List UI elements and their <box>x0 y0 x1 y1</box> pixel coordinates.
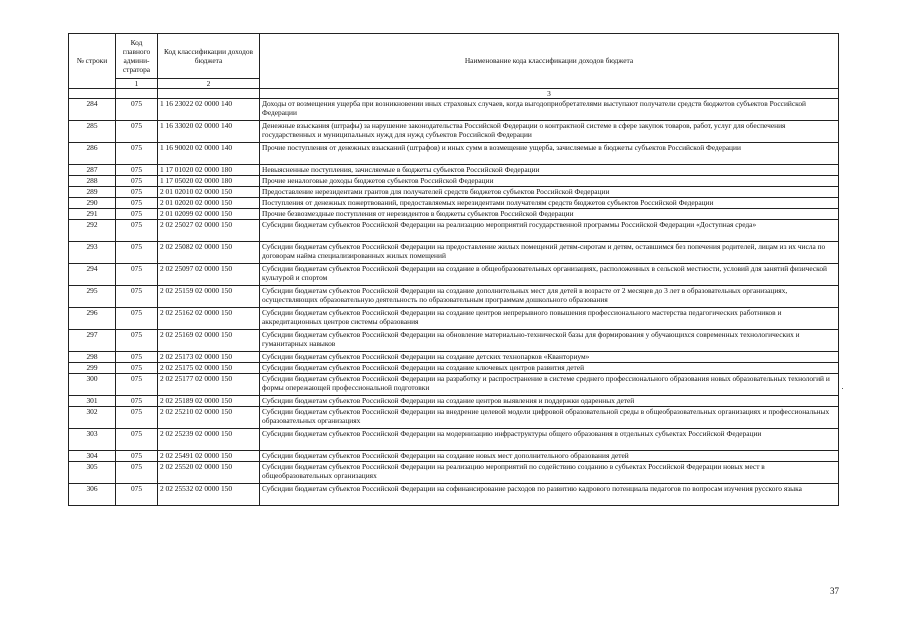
classification-code-cell: 2 02 25097 02 0000 150 <box>158 264 260 286</box>
header-row-number: № строки <box>69 34 116 89</box>
code-name-cell: Субсидии бюджетам субъектов Российской Федерации на разработку и распространение в системе среднего профессионального образования новых образовательных технологий и формы опережающей профессиональной подготовки <box>260 374 839 396</box>
table-row <box>69 451 839 462</box>
table-row <box>69 220 839 242</box>
table-row <box>69 187 839 198</box>
table-row <box>69 121 839 143</box>
row-number-cell: 302 <box>69 407 116 429</box>
table-row <box>69 407 839 429</box>
row-number-cell: 285 <box>69 121 116 143</box>
classification-code-cell: 2 02 25082 02 0000 150 <box>158 242 260 264</box>
code-name-cell: Субсидии бюджетам субъектов Российской Федерации на создание новых мест дополнительного образования детей <box>260 451 839 462</box>
classification-code-cell: 1 16 33020 02 0000 140 <box>158 121 260 143</box>
row-number-cell: 299 <box>69 363 116 374</box>
code-name-cell: Доходы от возмещения ущерба при возникновении иных страховых случаев, когда выгодоприобретателями выступают получатели средств бюджетов субъектов Российской Федерации <box>260 99 839 121</box>
admin-code-cell: 075 <box>116 286 158 308</box>
row-number-cell: 301 <box>69 396 116 407</box>
admin-code-cell: 075 <box>116 330 158 352</box>
admin-code-cell: 075 <box>116 429 158 451</box>
table-row <box>69 484 839 506</box>
code-name-cell: Субсидии бюджетам субъектов Российской Федерации на внедрение целевой модели цифровой образовательной среды в общеобразовательных организациях и профессиональных образовательных организациях <box>260 407 839 429</box>
classification-code-cell: 2 02 25175 02 0000 150 <box>158 363 260 374</box>
classification-code-cell: 2 01 02010 02 0000 150 <box>158 187 260 198</box>
code-name-cell: Субсидии бюджетам субъектов Российской Федерации на предоставление жилых помещений детям-сиротам и детям, оставшимся без попечения родителей, лицам из их числа по договорам найма специализированных жилых помещений <box>260 242 839 264</box>
table-row <box>69 242 839 264</box>
classification-code-cell: 2 01 02099 02 0000 150 <box>158 209 260 220</box>
classification-code-cell: 2 02 25027 02 0000 150 <box>158 220 260 242</box>
admin-code-cell: 075 <box>116 242 158 264</box>
row-number-cell: 286 <box>69 143 116 165</box>
admin-code-cell: 075 <box>116 308 158 330</box>
table-row <box>69 429 839 451</box>
code-name-cell: Субсидии бюджетам субъектов Российской Федерации на обновление материально-технической базы для формирования у обучающихся современных технологических и гуманитарных навыков <box>260 330 839 352</box>
scan-speck <box>842 388 843 389</box>
header-admin-code: Код главного админи-стратора <box>116 34 158 79</box>
row-number-cell: 294 <box>69 264 116 286</box>
code-name-cell: Предоставление нерезидентами грантов для получателей средств бюджетов субъектов Российской Федерации <box>260 187 839 198</box>
code-name-cell: Невыясненные поступления, зачисляемые в бюджеты субъектов Российской Федерации <box>260 165 839 176</box>
classification-code-cell: 2 02 25189 02 0000 150 <box>158 396 260 407</box>
classification-code-cell: 2 02 25532 02 0000 150 <box>158 484 260 506</box>
row-number-cell: 288 <box>69 176 116 187</box>
admin-code-cell: 075 <box>116 209 158 220</box>
admin-code-cell: 075 <box>116 374 158 396</box>
row-number-cell: 291 <box>69 209 116 220</box>
classification-code-cell: 2 01 02020 02 0000 150 <box>158 198 260 209</box>
row-number-cell: 289 <box>69 187 116 198</box>
income-classification-table <box>68 33 839 506</box>
table-row <box>69 462 839 484</box>
code-name-cell: Субсидии бюджетам субъектов Российской Федерации на создание центров выявления и поддержки одаренных детей <box>260 396 839 407</box>
classification-code-cell: 2 02 25159 02 0000 150 <box>158 286 260 308</box>
admin-code-cell: 075 <box>116 451 158 462</box>
row-number-cell: 300 <box>69 374 116 396</box>
code-name-cell: Субсидии бюджетам субъектов Российской Федерации на модернизацию инфраструктуры общего образования в отдельных субъектах Российской Федерации <box>260 429 839 451</box>
table-row <box>69 363 839 374</box>
admin-code-cell: 075 <box>116 484 158 506</box>
admin-code-cell: 075 <box>116 121 158 143</box>
table-row <box>69 165 839 176</box>
row-number-cell: 298 <box>69 352 116 363</box>
header-column-number-spacer <box>158 89 260 99</box>
code-name-cell: Субсидии бюджетам субъектов Российской Федерации на создание детских технопарков «Кванториум» <box>260 352 839 363</box>
table-row <box>69 209 839 220</box>
classification-code-cell: 1 17 01020 02 0000 180 <box>158 165 260 176</box>
header-column-number: 3 <box>260 89 839 99</box>
admin-code-cell: 075 <box>116 363 158 374</box>
classification-code-cell: 2 02 25491 02 0000 150 <box>158 451 260 462</box>
header-code-name: Наименование кода классификации доходов бюджета <box>260 34 839 89</box>
classification-code-cell: 2 02 25210 02 0000 150 <box>158 407 260 429</box>
header-column-number: 2 <box>158 79 260 89</box>
table-body <box>69 99 839 506</box>
admin-code-cell: 075 <box>116 264 158 286</box>
admin-code-cell: 075 <box>116 462 158 484</box>
row-number-cell: 293 <box>69 242 116 264</box>
row-number-cell: 305 <box>69 462 116 484</box>
code-name-cell: Субсидии бюджетам субъектов Российской Федерации на создание центров непрерывного повышения профессионального мастерства педагогических работников и аккредитационных центров системы образования <box>260 308 839 330</box>
table-row <box>69 374 839 396</box>
classification-code-cell: 2 02 25162 02 0000 150 <box>158 308 260 330</box>
code-name-cell: Субсидии бюджетам субъектов Российской Федерации на софинансирование расходов по развитию кадрового потенциала педагогов по вопросам изучения русского языка <box>260 484 839 506</box>
admin-code-cell: 075 <box>116 165 158 176</box>
classification-code-cell: 2 02 25177 02 0000 150 <box>158 374 260 396</box>
table-header <box>69 34 839 99</box>
admin-code-cell: 075 <box>116 352 158 363</box>
row-number-cell: 287 <box>69 165 116 176</box>
row-number-cell: 284 <box>69 99 116 121</box>
admin-code-cell: 075 <box>116 143 158 165</box>
table-row <box>69 99 839 121</box>
code-name-cell: Прочие неналоговые доходы бюджетов субъектов Российской Федерации <box>260 176 839 187</box>
admin-code-cell: 075 <box>116 198 158 209</box>
code-name-cell: Субсидии бюджетам субъектов Российской Федерации на реализацию мероприятий по содействию созданию в субъектах Российской Федерации новых мест в общеобразовательных организациях <box>260 462 839 484</box>
code-name-cell: Субсидии бюджетам субъектов Российской Федерации на создание дополнительных мест для детей в возрасте от 2 месяцев до 3 лет в образовательных организациях, осуществляющих образовательную деятельность по образовательным программам дошкольного образования <box>260 286 839 308</box>
row-number-cell: 303 <box>69 429 116 451</box>
classification-code-cell: 2 02 25520 02 0000 150 <box>158 462 260 484</box>
admin-code-cell: 075 <box>116 407 158 429</box>
table-row <box>69 264 839 286</box>
table-row <box>69 198 839 209</box>
row-number-cell: 297 <box>69 330 116 352</box>
code-name-cell: Субсидии бюджетам субъектов Российской Федерации на создание в общеобразовательных организациях, расположенных в сельской местности, условий для занятий физической культурой и спортом <box>260 264 839 286</box>
admin-code-cell: 075 <box>116 99 158 121</box>
header-classification-code: Код классификации доходов бюджета <box>158 34 260 79</box>
table-row <box>69 396 839 407</box>
code-name-cell: Прочие поступления от денежных взысканий (штрафов) и иных сумм в возмещение ущерба, зачисляемые в бюджеты субъектов Российской Федерации <box>260 143 839 165</box>
page-number: 37 <box>830 586 839 596</box>
row-number-cell: 306 <box>69 484 116 506</box>
table-row <box>69 143 839 165</box>
row-number-cell: 295 <box>69 286 116 308</box>
classification-code-cell: 1 16 90020 02 0000 140 <box>158 143 260 165</box>
table-row <box>69 176 839 187</box>
admin-code-cell: 075 <box>116 396 158 407</box>
table-row <box>69 352 839 363</box>
code-name-cell: Субсидии бюджетам субъектов Российской Федерации на реализацию мероприятий государственной программы Российской Федерации «Доступная среда» <box>260 220 839 242</box>
code-name-cell: Прочие безвозмездные поступления от нерезидентов в бюджеты субъектов Российской Федерации <box>260 209 839 220</box>
code-name-cell: Субсидии бюджетам субъектов Российской Федерации на создание ключевых центров развития детей <box>260 363 839 374</box>
admin-code-cell: 075 <box>116 187 158 198</box>
table-row <box>69 330 839 352</box>
row-number-cell: 290 <box>69 198 116 209</box>
classification-code-cell: 1 16 23022 02 0000 140 <box>158 99 260 121</box>
row-number-cell: 296 <box>69 308 116 330</box>
admin-code-cell: 075 <box>116 220 158 242</box>
header-column-number-spacer <box>69 89 116 99</box>
row-number-cell: 292 <box>69 220 116 242</box>
header-column-number-spacer <box>116 89 158 99</box>
admin-code-cell: 075 <box>116 176 158 187</box>
code-name-cell: Денежные взыскания (штрафы) за нарушение законодательства Российской Федерации о контрактной системе в сфере закупок товаров, работ, услуг для обеспечения государственных и муниципальных нужд для нужд субъектов Российской Федерации <box>260 121 839 143</box>
classification-code-cell: 2 02 25169 02 0000 150 <box>158 330 260 352</box>
classification-code-cell: 1 17 05020 02 0000 180 <box>158 176 260 187</box>
classification-code-cell: 2 02 25173 02 0000 150 <box>158 352 260 363</box>
table-row <box>69 286 839 308</box>
header-column-number: 1 <box>116 79 158 89</box>
table-row <box>69 308 839 330</box>
row-number-cell: 304 <box>69 451 116 462</box>
classification-code-cell: 2 02 25239 02 0000 150 <box>158 429 260 451</box>
code-name-cell: Поступления от денежных пожертвований, предоставляемых нерезидентами получателям средств бюджетов субъектов Российской Федерации <box>260 198 839 209</box>
